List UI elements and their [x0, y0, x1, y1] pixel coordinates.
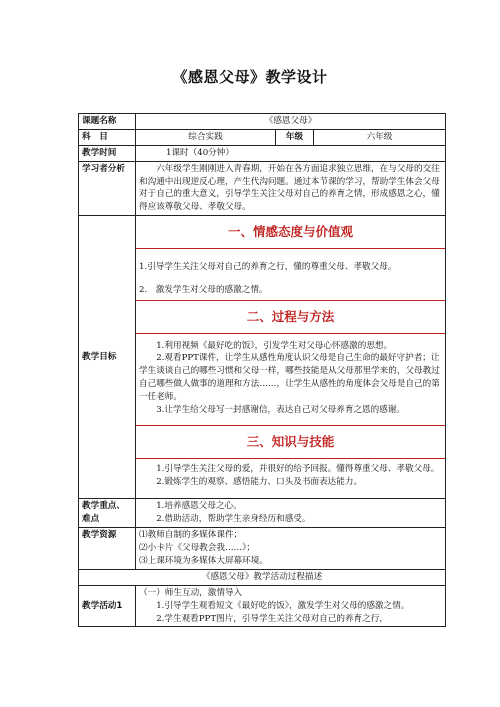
row-subject [79, 129, 446, 145]
analysis-label: 学习者分析 [79, 161, 136, 216]
goal-section-1-item-2: 2. 激发学生对父母的感激之情。 [139, 284, 268, 295]
goal-section-3-title: 三、知识与技能 [136, 426, 445, 459]
resource-1: ⑴教师自制的多媒体课件； [139, 530, 243, 541]
row-process-title [79, 569, 446, 585]
resource-3: ⑶上课环境为多媒体大屏幕环境。 [139, 555, 268, 566]
row-time [79, 145, 446, 161]
row-course-name [79, 114, 446, 130]
course-name-label: 课题名称 [79, 114, 136, 130]
lesson-plan-table [78, 113, 446, 627]
goals-content [136, 216, 446, 499]
activity-1-label: 教学活动1 [79, 585, 136, 627]
analysis-text: 六年级学生刚刚进入青春期，开始在各方面追求独立思维，在与父母的交往和沟通中出现逆反心理，产生代沟问题。通过本节课的学习，帮助学生体会父母对于自己的重大意义，引导学生关注父母对自己的养育之情，形成感恩之心，懂得应该尊敬父母、孝敬父母。 [139, 163, 440, 213]
time-value: 1课时（40分钟） [136, 145, 446, 161]
goal-section-1-title: 一、情感态度与价值观 [136, 216, 445, 249]
activity-1-step-1: 1.引导学生观看短文《最好吃的饭》，激发学生对父母的感激之情。 [156, 600, 410, 611]
goal-section-3-item-1: 1.引导学生关注父母的爱，并很好的给予回报。懂得尊重父母、孝敬父母。 [156, 463, 440, 474]
key-point-1: 1.培养感恩父母之心。 [156, 501, 242, 512]
goal-section-2-title: 二、过程与方法 [136, 301, 445, 334]
goal-section-2-item-1: 1.利用视频《最好吃的饭》，引发学生对父母心怀感激的思想。 [156, 340, 393, 351]
grade-value: 六年级 [314, 129, 446, 145]
goal-section-3-item-2: 2.锻炼学生的观察、感悟能力、口头及书面表达能力。 [156, 476, 363, 487]
goal-section-2-item-2: 2.观看PPT课件，让学生从感性角度认识父母是自己生命的最好守护者；让学生谈谈自己的哪些习惯和父母一样，哪些技能是从父母那里学来的，父母教过自己哪些做人做事的道理和方法……，让学生从感性的角度体会父母是自己的第一任老师。 [139, 353, 440, 403]
key-points-label: 教学重点、难点 [79, 499, 136, 528]
row-goals [79, 216, 446, 499]
resources-label: 教学资源 [79, 528, 136, 570]
subject-label: 科 目 [79, 129, 136, 145]
page-title: 《感恩父母》教学设计 [172, 68, 328, 86]
activity-1-heading: （一）师生互动，激情导入 [139, 587, 243, 598]
goal-section-1-item-1: 1.引导学生关注父母对自己的养育之行，懂的尊重父母、孝敬父母。 [139, 261, 397, 272]
row-resources [79, 528, 446, 570]
goals-label: 教学目标 [79, 216, 136, 499]
time-label: 教学时间 [79, 145, 136, 161]
row-activity-1 [79, 585, 446, 627]
resource-2: ⑵小卡片《父母教会我……》； [139, 543, 256, 554]
grade-label: 年级 [276, 129, 314, 145]
key-point-2: 2.借助活动，帮助学生亲身经历和感受。 [156, 514, 311, 525]
row-key-points [79, 499, 446, 528]
activity-1-step-2: 2.学生观看PPT图片，引导学生关注父母对自己的养育之行， [156, 613, 388, 624]
subject-value: 综合实践 [136, 129, 276, 145]
goal-section-2-item-3: 3.让学生给父母写一封感谢信，表达自己对父母养育之恩的感谢。 [156, 404, 406, 415]
process-title: 《感恩父母》教学活动过程描述 [79, 569, 446, 585]
row-analysis [79, 161, 446, 216]
course-name-value: 《感恩父母》 [136, 114, 446, 130]
